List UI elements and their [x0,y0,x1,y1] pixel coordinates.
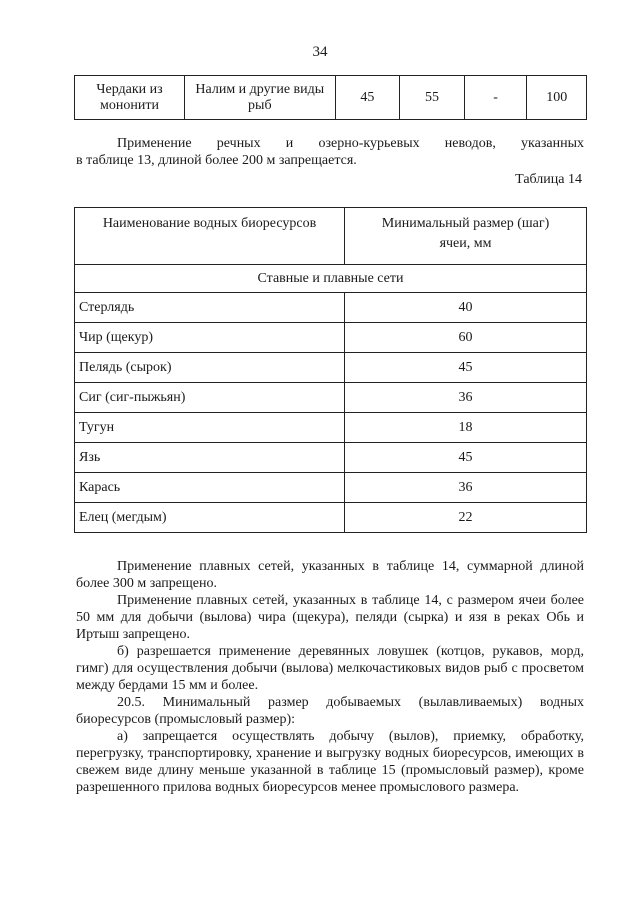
fish-name: Елец (мегдым) [75,503,345,533]
paragraph-line: в таблице 13, длиной более 200 м запрещается. [76,153,357,168]
mesh-size: 36 [345,473,587,503]
page-number: 34 [312,44,328,60]
fish-name: Стерлядь [75,293,345,323]
table-row [75,383,587,413]
table-row [75,293,587,323]
table-row [75,353,587,383]
table-row [75,443,587,473]
paragraph: Применение плавных сетей, указанных в таблице 14, суммарной длиной более 300 м запрещено. [76,559,584,591]
mesh-size: 22 [345,503,587,533]
table-cell: 55 [400,76,465,120]
mesh-size: 45 [345,353,587,383]
table-section-row [75,265,587,293]
paragraph: Применение плавных сетей, указанных в таблице 14, с размером ячеи более 50 мм для добычи (вылова) чира (щекура), пеляди (сырка) и язя в реках Обь и Иртыш запрещено. [76,593,584,642]
mesh-size: 18 [345,413,587,443]
fish-name: Чир (щекур) [75,323,345,353]
fish-name: Карась [75,473,345,503]
table-cell: 100 [527,76,587,120]
mesh-size: 60 [345,323,587,353]
table-14 [74,207,587,533]
table-row [75,76,587,120]
mesh-size: 36 [345,383,587,413]
paragraph: 20.5. Минимальный размер добываемых (вылавливаемых) водных биоресурсов (промысловый размер): [76,695,584,727]
section-title: Ставные и плавные сети [75,265,587,293]
paragraph: б) разрешается применение деревянных ловушек (котцов, рукавов, морд, гимг) для осуществления добычи (вылова) мелкочастиковых видов рыб с просветом между бердами 15 мм и более. [76,644,584,693]
paragraph-line: Применение речных и озерно-курьевых неводов, указанных [117,136,584,151]
table-cell: - [464,76,527,120]
table-cell: Налим и другие виды рыб [185,76,335,120]
fish-name: Тугун [75,413,345,443]
fish-name: Пелядь (сырок) [75,353,345,383]
table-row [75,503,587,533]
fish-name: Сиг (сиг-пыжьян) [75,383,345,413]
mesh-size: 45 [345,443,587,473]
paragraph: а) запрещается осуществлять добычу (вылов), приемку, обработку, перегрузку, транспортировку, хранение и выгрузку водных биоресурсов, имеющих в свежем виде длину меньше указанной в таблице 15 (промысловый размер), кроме разрешенного прилова водных биоресурсов менее промыслового размера. [76,729,584,795]
column-header-size: Минимальный размер (шаг) ячеи, мм [345,208,587,265]
continued-table [74,75,587,120]
table-cell: 45 [335,76,400,120]
fish-name: Язь [75,443,345,473]
column-header-name: Наименование водных биоресурсов [75,208,345,265]
table-row [75,413,587,443]
table-cell: Чердаки из мононити [75,76,185,120]
mesh-size: 40 [345,293,587,323]
table-header-row [75,208,587,265]
table-row [75,473,587,503]
table-row [75,323,587,353]
paragraph [76,135,584,169]
table-caption: Таблица 14 [515,172,582,187]
